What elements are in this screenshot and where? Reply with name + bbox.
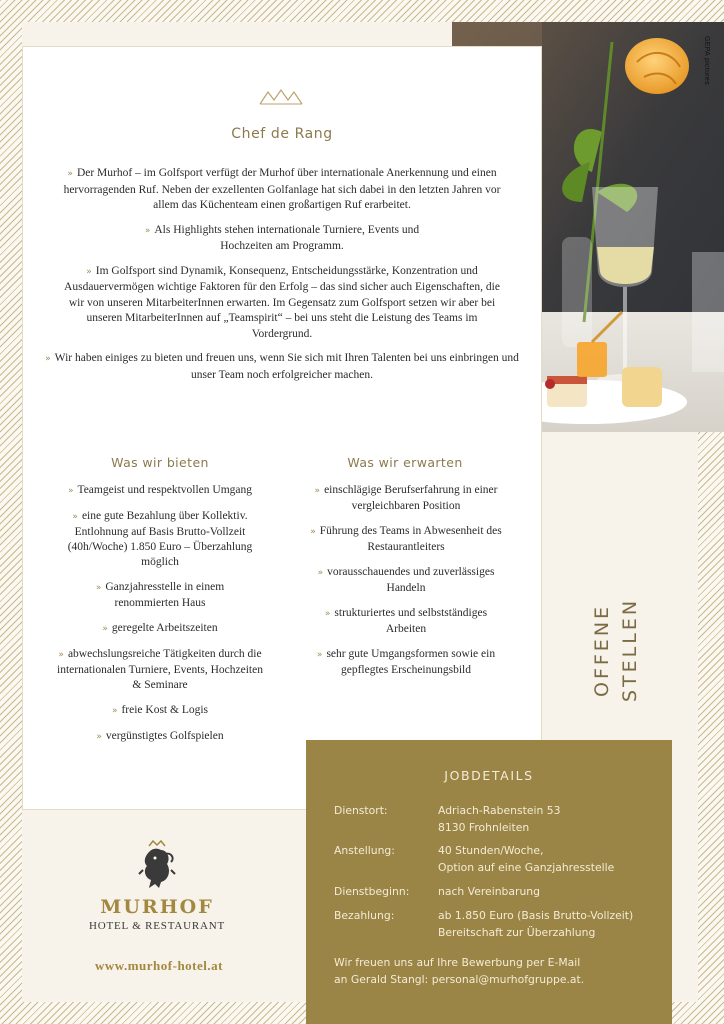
jobdetail-value: nach Vereinbarung <box>438 885 540 898</box>
bullet-chevron-icon: » <box>316 650 323 660</box>
jobdetail-label: Dienstort: <box>334 804 388 817</box>
offene-stellen-label <box>588 580 648 720</box>
list-item: » vorausschauendes und zuverlässiges Handeln <box>317 566 495 594</box>
offer-list <box>48 483 272 755</box>
jobdetail-value: 40 Stunden/Woche, Option auf eine Ganzjahresstelle <box>438 844 615 874</box>
photo-credit: GEPA pictures <box>703 36 710 85</box>
bullet-chevron-icon: » <box>86 266 92 277</box>
lion-crest-icon <box>135 840 179 890</box>
jobdetail-label: Anstellung: <box>334 844 395 857</box>
bullet-chevron-icon: » <box>45 354 51 364</box>
bullet-chevron-icon: » <box>72 512 78 522</box>
contact-email[interactable]: an Gerald Stangl: personal@murhofgruppe.at. <box>334 973 585 986</box>
bullet-chevron-icon: » <box>58 650 64 660</box>
list-item: » geregelte Arbeitszeiten <box>102 622 218 634</box>
bullet-chevron-icon: » <box>314 486 321 496</box>
list-item: » abwechslungsreiche Tätigkeiten durch die internationalen Turniere, Events, Hochzeiten & Seminare <box>57 648 263 691</box>
intro-paragraph: » Als Highlights stehen internationale Turniere, Events und Hochzeiten am Programm. <box>144 223 420 252</box>
mountain-logo-icon <box>258 88 304 106</box>
application-contact: Wir freuen uns auf Ihre Bewerbung per E-Mail an Gerald Stangl: personal@murhofgruppe.at. <box>334 956 585 986</box>
list-item: » Ganzjahresstelle in einem renommierten Haus <box>95 581 225 609</box>
side-label-line1: OFFENE <box>591 603 613 697</box>
intro-paragraph: » Wir haben einiges zu bieten und freuen uns, wenn Sie sich mit Ihren Talenten bei uns einbringen und unser Team noch erfolgreicher machen. <box>45 352 519 381</box>
bullet-chevron-icon: » <box>144 225 151 236</box>
expect-title: Was wir erwarten <box>347 455 463 470</box>
brand-subtitle: HOTEL & RESTAURANT <box>89 920 225 932</box>
bullet-chevron-icon: » <box>324 609 331 619</box>
bullet-chevron-icon: » <box>67 169 73 179</box>
jobdetail-label: Bezahlung: <box>334 909 395 922</box>
bullet-chevron-icon: » <box>111 706 118 716</box>
brand-name: MURHOF <box>100 896 214 918</box>
bullet-chevron-icon: » <box>67 486 74 496</box>
list-item: » sehr gute Umgangsformen sowie ein gepflegtes Erscheinungsbild <box>316 648 496 676</box>
intro-paragraph: » Der Murhof – im Golfsport verfügt der Murhof über internationale Anerkennung und einen hervorragenden Ruf. Neben der exzellenten Golfanlage hat sich dabei in den letzten Jahren vor allem das Küchenteam einen großartigen Ruf erarbeitet. <box>63 167 501 211</box>
bullet-chevron-icon: » <box>317 568 324 578</box>
side-label-line2: STELLEN <box>619 597 641 703</box>
list-item: » Führung des Teams in Abwesenheit des Restaurantleiters <box>310 525 502 553</box>
list-item: » eine gute Bezahlung über Kollektiv. Entlohnung auf Basis Brutto-Vollzeit (40h/Woche) 1.850 Euro – Überzahlung möglich <box>67 510 253 568</box>
list-item: » einschlägige Berufserfahrung in einer vergleichbaren Position <box>314 484 498 512</box>
offer-title: Was wir bieten <box>111 455 209 470</box>
list-item: » vergünstigtes Golfspielen <box>96 730 224 742</box>
list-item: » strukturiertes und selbstständiges Arbeiten <box>324 607 488 635</box>
intro-paragraph: » Im Golfsport sind Dynamik, Konsequenz, Entscheidungsstärke, Konzentration und Ausdauervermögen wichtige Faktoren für den Erfolg – das sind sicher auch Eigenschaften, die wir von unseren MitarbeiterInnen erwarten. Im Gegensatz zum Golfsport setzen wir aber bei unseren MitarbeiterInnen auf „Teamspirit“ – bei uns steht die Leistung des Teams im Vordergrund. <box>64 264 500 340</box>
bullet-chevron-icon: » <box>95 583 102 593</box>
job-title: Chef de Rang <box>231 126 333 142</box>
list-item: » Teamgeist und respektvollen Umgang <box>67 484 253 496</box>
intro-text <box>45 166 519 392</box>
jobdetails-title: JOBDETAILS <box>444 768 534 783</box>
website-link[interactable]: www.murhof-hotel.at <box>95 958 223 973</box>
bullet-chevron-icon: » <box>102 624 108 634</box>
bullet-chevron-icon: » <box>96 732 102 742</box>
jobdetails-box <box>306 740 672 1024</box>
brand-block <box>22 840 292 932</box>
expect-list <box>292 483 520 688</box>
jobdetail-label: Dienstbeginn: <box>334 885 410 898</box>
list-item: » freie Kost & Logis <box>111 704 209 716</box>
bullet-chevron-icon: » <box>310 527 316 537</box>
jobdetail-value: ab 1.850 Euro (Basis Brutto-Vollzeit) Bereitschaft zur Überzahlung <box>438 909 634 939</box>
jobdetail-value: Adriach-Rabenstein 53 8130 Frohnleiten <box>438 804 561 834</box>
